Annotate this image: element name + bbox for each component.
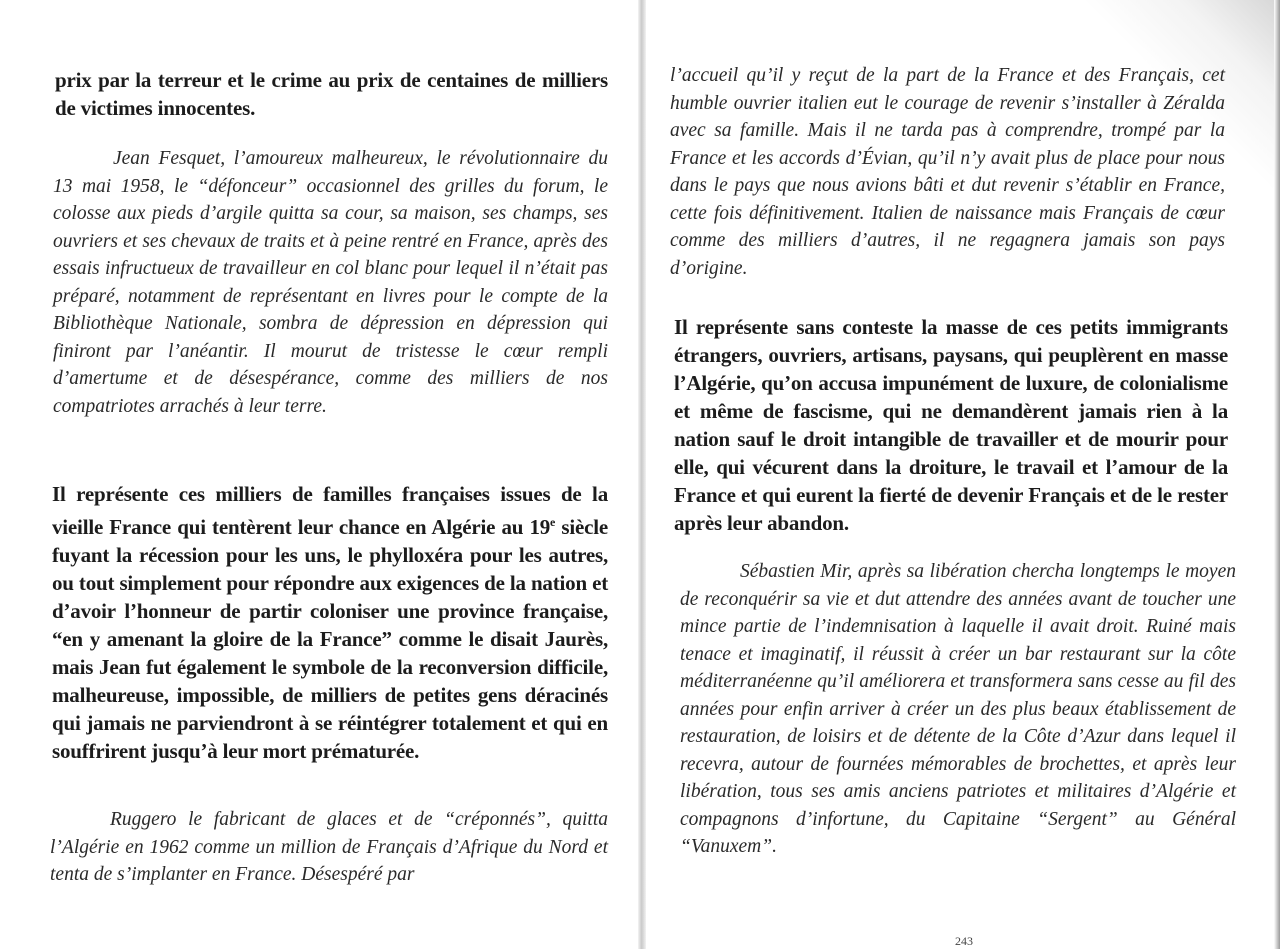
page-edge-shadow (1274, 0, 1280, 949)
left-paragraph-2 (53, 145, 608, 420)
left-paragraph-1: prix par la terreur et le crime au prix de centaines de milliers de victimes innocentes. (55, 68, 608, 120)
left-paragraph-3 (52, 480, 608, 765)
left-paragraph-4-text: Ruggero le fabricant de glaces et de “créponnés”, quitta l’Algérie en 1962 comme un million de Français d’Afrique du Nord et tenta de s’implanter en France. Désespéré par (50, 809, 608, 885)
right-paragraph-2: Il représente sans conteste la masse de ces petits immigrants étrangers, ouvriers, artisans, paysans, qui peuplèrent en masse l’Algérie, qu’on accusa impunément de luxure, de colonialisme et même de fascisme, qui ne demandèrent jamais rien à la nation sauf le droit intangible de travailler et de mourir pour elle, qui vécurent dans la droiture, le travail et l’amour de la France et qui eurent la fierté de devenir Français et de le rester après leur abandon. (674, 315, 1228, 535)
page-number: 243 (955, 934, 973, 948)
left-page (0, 0, 638, 949)
left-paragraph-2-text: Jean Fesquet, l’amoureux malheureux, le révolutionnaire du 13 mai 1958, le “défonceur” occasionnel des grilles du forum, le colosse aux pieds d’argile quitta sa cour, sa maison, ses champs, ses ouvriers et ses chevaux de traits et à peine rentré en France, après des essais infructueux de travailleur en col blanc pour lequel il n’était pas préparé, notamment de représentant en livres pour le compte de la Bibliothèque Nationale, sombra de dépression en dépression qui finiront par l’anéantir. Il mourut de tristesse le cœur rempli d’amertume et de désespérance, comme des milliers de nos compatriotes arrachés à leur terre. (53, 148, 608, 417)
right-page (646, 0, 1280, 949)
right-paragraph-3 (680, 558, 1236, 861)
right-paragraph-1: l’accueil qu’il y reçut de la part de la France et des Français, cet humble ouvrier italien eut le courage de revenir s’installer à Zéralda avec sa famille. Mais il ne tarda pas à comprendre, trompé par la France et les accords d’Évian, qu’il n’y avait plus de place pour nous dans le pays que nous avions bâti et dut revenir s’établir en France, cette fois définitivement. Italien de naissance mais Français de cœur comme des milliers d’autres, il ne regagnera jamais son pays d’origine. (670, 65, 1225, 279)
book-gutter (638, 0, 646, 949)
left-paragraph-3-start: Il représente ces milliers de familles françaises issues de la vieille France qui tentèrent leur chance en Algérie au 19 (52, 482, 608, 539)
superscript: e (550, 515, 556, 529)
right-paragraph-3-text: Sébastien Mir, après sa libération chercha longtemps le moyen de reconquérir sa vie et dut attendre des années avant de toucher une mince partie de l’indemnisation à laquelle il avait droit. Ruiné mais tenace et imaginatif, il réussit à créer un bar restaurant sur la côte méditerranéenne qu’il améliorera et transformera sans cesse au fil des années pour enfin arriver à créer un des plus beaux établissement de restauration, de loisirs et de détente de la Côte d’Azur dans lequel il recevra, autour de fournées mémorables de brochettes, et après leur libération, tous ses amis anciens patriotes et militaires d’Algérie et compagnons d’infortune, du Capitaine “Sergent” au Général “Vanuxem”. (680, 561, 1236, 857)
left-paragraph-3-end: siècle fuyant la récession pour les uns, le phylloxéra pour les autres, ou tout simplement pour répondre aux exigences de la nation et d’avoir l’honneur de partir coloniser une province française, “en y amenant la gloire de la France” comme le disait Jaurès, mais Jean fut également le symbole de la reconversion difficile, malheureuse, impossible, de milliers de petites gens déracinés qui jamais ne parviendront à se réintégrer totalement et qui en souffrirent jusqu’à leur mort prématurée. (52, 515, 608, 763)
left-paragraph-4 (50, 806, 608, 889)
